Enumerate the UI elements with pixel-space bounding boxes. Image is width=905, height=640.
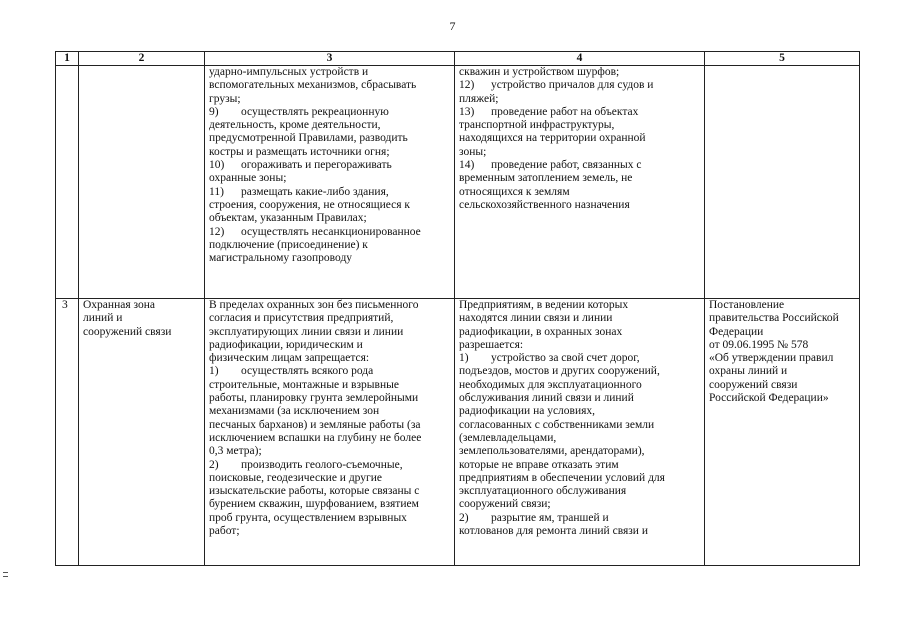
text-line: Предприятиям, в ведении которых [459,299,629,311]
text-line: Охранная зона [83,299,155,311]
list-item: 12) осуществлять несанкционированное [209,225,421,238]
text-line: песчаных барханов) и земляные работы (за [209,418,421,431]
text-line: правительства Российской [709,312,839,325]
text-line: Федерации [709,325,764,338]
text-line: В пределах охранных зон без письменного [209,299,419,311]
text-line: строительные, монтажные и взрывные [209,378,399,391]
item-number: 1) [459,352,469,365]
text-line: «Об утверждении правил [709,352,834,365]
text-line: вспомогательных механизмов, сбрасывать [209,79,417,92]
text-line: строения, сооружения, не относящиеся к [209,198,411,211]
text-line: предусмотренной Правилами, разводить [209,132,408,145]
item-number: 2) [209,458,219,471]
cell-number: 3 [56,299,79,566]
text-line: которые не вправе отказать этим [459,458,619,471]
text-line: подъездов, мостов и других сооружений, [459,365,660,378]
text-line: сооружений связи [709,378,798,391]
list-item: 9) осуществлять рекреационную [209,105,389,118]
text-line: скважин и устройством шурфов; [459,66,620,78]
item-number: 10) [209,159,225,172]
text-line: разрешается: [459,338,524,351]
text-line: Постановление [709,299,785,311]
header-row [56,52,860,66]
text-line: котлованов для ремонта линий связи и [459,525,648,538]
text-line: находящихся на территории охранной [459,132,646,145]
text-line: ударно-импульсных устройств и [209,66,369,78]
text-line: поисковые, геодезические и другие [209,471,383,484]
text-line: эксплуатирующих линии связи и линии [209,325,404,338]
text-line: изыскательские работы, которые связаны с [209,485,420,498]
text-line: от 09.06.1995 № 578 [709,338,809,351]
item-number: 2) [459,511,469,524]
table-row-3 [56,299,860,566]
text-line: охраны линий и [709,365,788,378]
text-line: охранные зоны; [209,172,287,185]
text-line: радиофикации на условиях, [459,405,596,418]
list-item: 2) производить геолого-съемочные, [209,458,403,471]
text-line: эксплуатационного обслуживания [459,485,627,498]
cell-legal-basis [705,66,860,299]
text-line: работ; [209,525,240,538]
list-item: 14) проведение работ, связанных с [459,159,642,172]
list-item: 13) проведение работ на объектах [459,105,639,118]
header-col-1: 1 [56,52,79,66]
text-line: проб грунта, осуществлением взрывных [209,511,407,524]
margin-mark [3,572,8,580]
list-item: 2) разрытие ям, траншей и [459,511,609,524]
text-line: механизмами (за исключением зон [209,405,380,418]
text-line: исключением вспашки на глубину не более [209,431,422,444]
list-item: 1) устройство за свой счет дорог, [459,352,640,365]
table-row-continued [56,66,860,299]
text-line: относящихся к землям [459,185,570,198]
text-line: (землевладельцами, [459,431,557,444]
regulation-table [55,51,860,566]
list-item: 1) осуществлять всякого рода [209,365,374,378]
cell-zone-name [79,299,205,566]
item-number: 11) [209,185,224,198]
text-line: магистральному газопроводу [209,252,353,265]
text-line: сельскохозяйственного назначения [459,198,630,211]
page-number: 7 [449,19,456,33]
item-number: 9) [209,105,219,118]
text-line: землепользователями, арендаторами), [459,445,645,458]
cell-prohibitions [205,299,455,566]
text-line: грузы; [209,92,241,105]
item-number: 13) [459,105,475,118]
text-line: деятельность, кроме деятельности, [209,119,381,132]
item-number: 12) [459,79,475,92]
header-col-3: 3 [205,52,455,66]
text-line: радиофикации, в охранных зонах [459,325,623,338]
list-item: 11) размещать какие-либо здания, [209,185,389,198]
text-line: сооружений связи; [459,498,551,511]
text-line: 0,3 метра); [209,445,262,458]
text-line: пляжей; [459,92,499,105]
item-number: 14) [459,159,475,172]
text-line: временным затоплением земель, не [459,172,633,185]
cell-zone-name [79,66,205,299]
header-col-4: 4 [455,52,705,66]
list-item: 10) огораживать и перегораживать [209,159,392,172]
cell-number [56,66,79,299]
text-line: Российской Федерации» [709,392,829,405]
cell-legal-basis [705,299,860,566]
text-line: работы, планировку грунта землеройными [209,392,419,405]
text-line: находятся линии связи и линии [459,312,613,325]
text-line: подключение (присоединение) к [209,238,368,251]
cell-prohibitions [205,66,455,299]
text-line: обслуживания линий связи и линий [459,392,634,405]
text-line: транспортной инфраструктуры, [459,119,615,132]
text-line: сооружений связи [83,325,172,338]
header-col-2: 2 [79,52,205,66]
text-line: необходимых для эксплуатационного [459,378,642,391]
text-line: зоны; [459,145,487,158]
text-line: линий и [83,312,123,325]
header-col-5: 5 [705,52,860,66]
text-line: согласованных с собственниками земли [459,418,655,431]
cell-permissions [455,66,705,299]
text-line: предприятиям в обеспечении условий для [459,471,665,484]
text-line: бурением скважин, шурфованием, взятием [209,498,419,511]
item-number: 1) [209,365,219,378]
item-number: 12) [209,225,225,238]
list-item: 12) устройство причалов для судов и [459,79,654,92]
cell-permissions [455,299,705,566]
text-line: согласия и присутствия предприятий, [209,312,394,325]
text-line: объектам, указанным Правилах; [209,212,367,225]
text-line: физическим лицам запрещается: [209,352,370,365]
text-line: радиофикации, юридическим и [209,338,363,351]
text-line: костры и размещать источники огня; [209,145,390,158]
